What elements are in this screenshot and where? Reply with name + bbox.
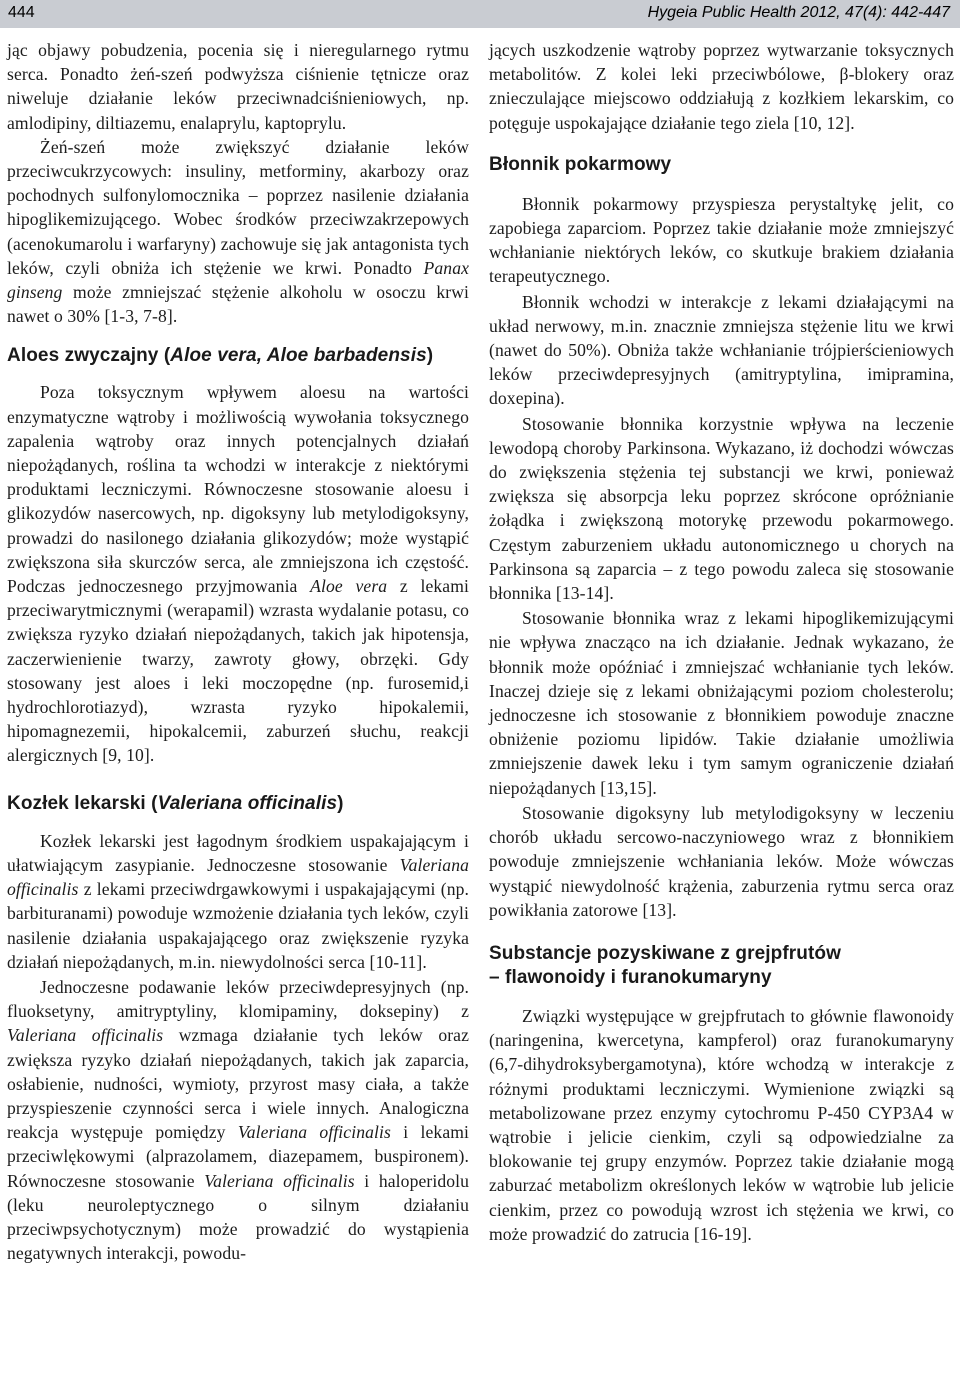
paragraph-grapefruit: Związki występujące w grejpfrutach to głównie flawonoidy (naringenina, kwercetyna, kampferol) oraz furanokumaryny (6,7-dihydroksybergamotyna), które wchodzą w interakcje z różnymi produktami leczniczymi. Wymienione związki są metabolizowane przez enzymy cytochromu P-450 CYP3A4 w wątrobie i jelicie cienkim, czyli są odpowiedzialne za blokowanie tej grupy enzymów. Poprzez takie działanie mogą zaburzać metabolizm określonych leków w wątrobie lub jelicie cienkim, przez co powodują wzrost ich stężenia we krwi, co może prowadzić do zatrucia [16-19]. [489,1005,954,1244]
species-name: Valeriana officinalis [204,1170,355,1191]
species-name: Aloe vera [310,576,388,597]
species-name: Valeriana officinalis [7,1025,164,1046]
paragraph-ginseng-continued: jąc objawy pobudzenia, pocenia się i nieregularnego rytmu serca. Ponadto żeń-szeń podwyższa ciśnienie tętnicze oraz niweluje działanie leków przeciwnadciśnieniowych, np. amlodipiny, diltiazemu, enalaprylu, kaptoprylu. [7,40,469,133]
text-run: może zmniejszać stężenie alkoholu w osoczu krwi nawet o 30% [1-3, 7-8]. [7,282,469,327]
paragraph-ginseng-interactions [7,135,469,329]
section-heading-valerian [7,792,469,816]
heading-line-1: Substancje pozyskiwane z grejpfrutów [489,942,842,964]
heading-text: ) [337,792,344,814]
paragraph-valerian-sedative [7,829,469,974]
journal-citation: Hygeia Public Health 2012, 47(4): 442-447 [647,4,950,21]
text-run: wzmaga działanie tych leków oraz zwiększa ryzyko działań niepożądanych, takich jak zaparcia, osłabienie, nudności, wymioty, przyrost masy ciała, a także przyspieszenie czynności serca i wiele innych. Analogiczna reakcja występuje pomiędzy [7,1025,469,1143]
species-name: Valeriana officinalis [7,854,469,900]
paragraph-fiber-digoxin: Stosowanie digoksyny lub metylodigoksyny w leczeniu chorób układu sercowo-naczyniowego wraz z błonnikiem powoduje zmniejszenie wchłaniania leków. Może wówczas wystąpić niewydolność krążenia, zaburzenia rytmu serca oraz powikłania zatorowe [13]. [489,802,954,920]
paragraph-aloes [7,380,469,767]
text-run: z lekami przeciwarytmicznymi (werapamil) wzrasta wydalanie potasu, co zwiększa ryzyko działań niepożądanych, takich jak hipotensja, zaczerwienienie twarzy, zawroty głowy, obrzęki. Gdy stosowany jest aloes i leki moczopędne (np. furosemid,i hydrochlorotiazyd), wzrasta ryzyko hipokalemii, hipomagnezemii, hipokalcemii, zaburzeń słuchu, reakcji alergicznych [9, 10]. [7,576,469,766]
heading-species: Aloe vera, Aloe barbadensis [170,345,427,367]
species-name: Valeriana officinalis [237,1122,391,1143]
heading-text: ) [426,345,434,367]
text-run: Poza toksycznym wpływem aloesu na wartości enzymatyczne wątroby i możliwością wywołania toksycznego zapalenia wątroby oraz innych potencjalnych działań niepożądanych, roślina ta wchodzi w interakcje z niektórymi produktami leczniczymi. Równoczesne stosowanie aloesu i glikozydów nasercowych, np. digoksyny lub metylodigoksyny, prowadzi do nasilonego działania glikozydów; może wystąpić zwiększona siła skurczów serca, ale zmniejszona ich częstość. Podczas jednoczesnego przyjmowania [7,382,469,597]
heading-text: Kozłek lekarski ( [7,792,158,814]
running-header [0,0,960,28]
paragraph-valerian-continued: jących uszkodzenie wątroby poprzez wytwarzanie toksycznych metabolitów. Z kolei leki przeciwbólowe, β-blokery oraz znieczulające miejscowo oddziałują z kozłkiem lekarskim, co potęguje uspokajające działanie tego ziela [10, 12]. [489,40,954,133]
text-run: Kozłek lekarski jest łagodnym środkiem uspakajającym i ułatwiającym zasypianie. Jednoczesne stosowanie [7,830,469,875]
right-column [489,38,954,1246]
page-number: 444 [8,4,35,21]
paragraph-fiber-peristalsis: Błonnik pokarmowy przyspiesza perystaltykę jelit, co zapobiega zaparciom. Poprzez takie działanie może zmniejszyć wchłanianie niektórych leków, co skutkuje brakiem działania terapeutycznego. [489,193,954,287]
text-run: Żeń-szeń może zwiększyć działanie leków przeciwcukrzycowych: insuliny, metforminy, akarbozy oraz pochodnych sulfonylomocznika – poprzez nasilenie działania hipoglikemizującego. Wobec środków przeciwzakrzepowych (acenokumarolu i warfaryny) zachowuje się jak antagonista tych leków, czyli obniża ich stężenie we krwi. Ponadto [7,136,469,278]
text-run: i haloperidolu (leku neuroleptycznego o silnym działaniu przeciwpsychotycznym) może prowadzić do wystąpienia negatywnych interakcji, powodu- [7,1170,470,1264]
paragraph-valerian-antidepressants [7,975,469,1265]
species-name: Panax ginseng [7,257,469,303]
section-heading-fiber: Błonnik pokarmowy [489,153,672,175]
heading-species: Valeriana officinalis [157,792,338,814]
text-run: i lekami przeciwlękowymi (alprazolamem, diazepamem, buspironem). Równoczesne stosowanie [7,1122,469,1191]
section-heading-aloes [7,344,469,368]
left-column [7,38,469,1265]
paragraph-fiber-hypoglycemic: Stosowanie błonnika wraz z lekami hipoglikemizującymi nie wpływa znacząco na ich działanie. Jednak wykazano, że błonnik może opóźniać i zmniejszać wchłanianie tych leków. Inaczej dzieje się z lekami obniżającymi poziom cholesterolu; jednoczesne ich stosowanie z błonnikiem powoduje znaczne obniżenie poziomu lipidów. Takie działanie umożliwia zmniejszenie dawek leku i tym samym ograniczenie działań niepożądanych [13,15]. [489,608,954,798]
text-run: Jednoczesne podawanie leków przeciwdepresyjnych (np. fluoksetyny, amitryptyliny, klomipaminy, doksepiny) z [7,976,469,1022]
paragraph-fiber-nervous-system: Błonnik wchodzi w interakcje z lekami działającymi na układ nerwowy, m.in. znacznie zmniejsza stężenie litu we krwi (nawet do 50%). Obniża także wchłanianie trójpierścieniowych leków przeciwdepresyjnych (amitryptylina, imipramina, doxepina). [489,291,954,409]
paragraph-fiber-levodopa: Stosowanie błonnika korzystnie wpływa na leczenie lewodopą choroby Parkinsona. Wykazano, iż dochodzi wówczas do zwiększenia stężenia tej substancji we krwi, ponieważ zwiększa się absorpcja leku poprzez skrócone opróżnianie żołądka i zwiększoną motorykę przewodu pokarmowego. Częstym zaburzeniem układu autonomicznego u chorych na Parkinsona są zaparcia – z tego powodu zaleca się stosowanie błonnika [13-14]. [489,413,954,604]
text-run: z lekami przeciwdrgawkowymi i uspakajającymi (np. barbituranami) powoduje wzmożenie działania tych leków, czyli nasilenie działania uspakajającego oraz zwiększenie ryzyka działań niepożądanych, m.in. niewydolności serca [10-11]. [7,879,469,972]
heading-line-2: – flawonoidy i furanokumaryny [489,966,772,988]
section-heading-grapefruit [489,942,954,990]
heading-text: Aloes zwyczajny ( [7,345,171,367]
